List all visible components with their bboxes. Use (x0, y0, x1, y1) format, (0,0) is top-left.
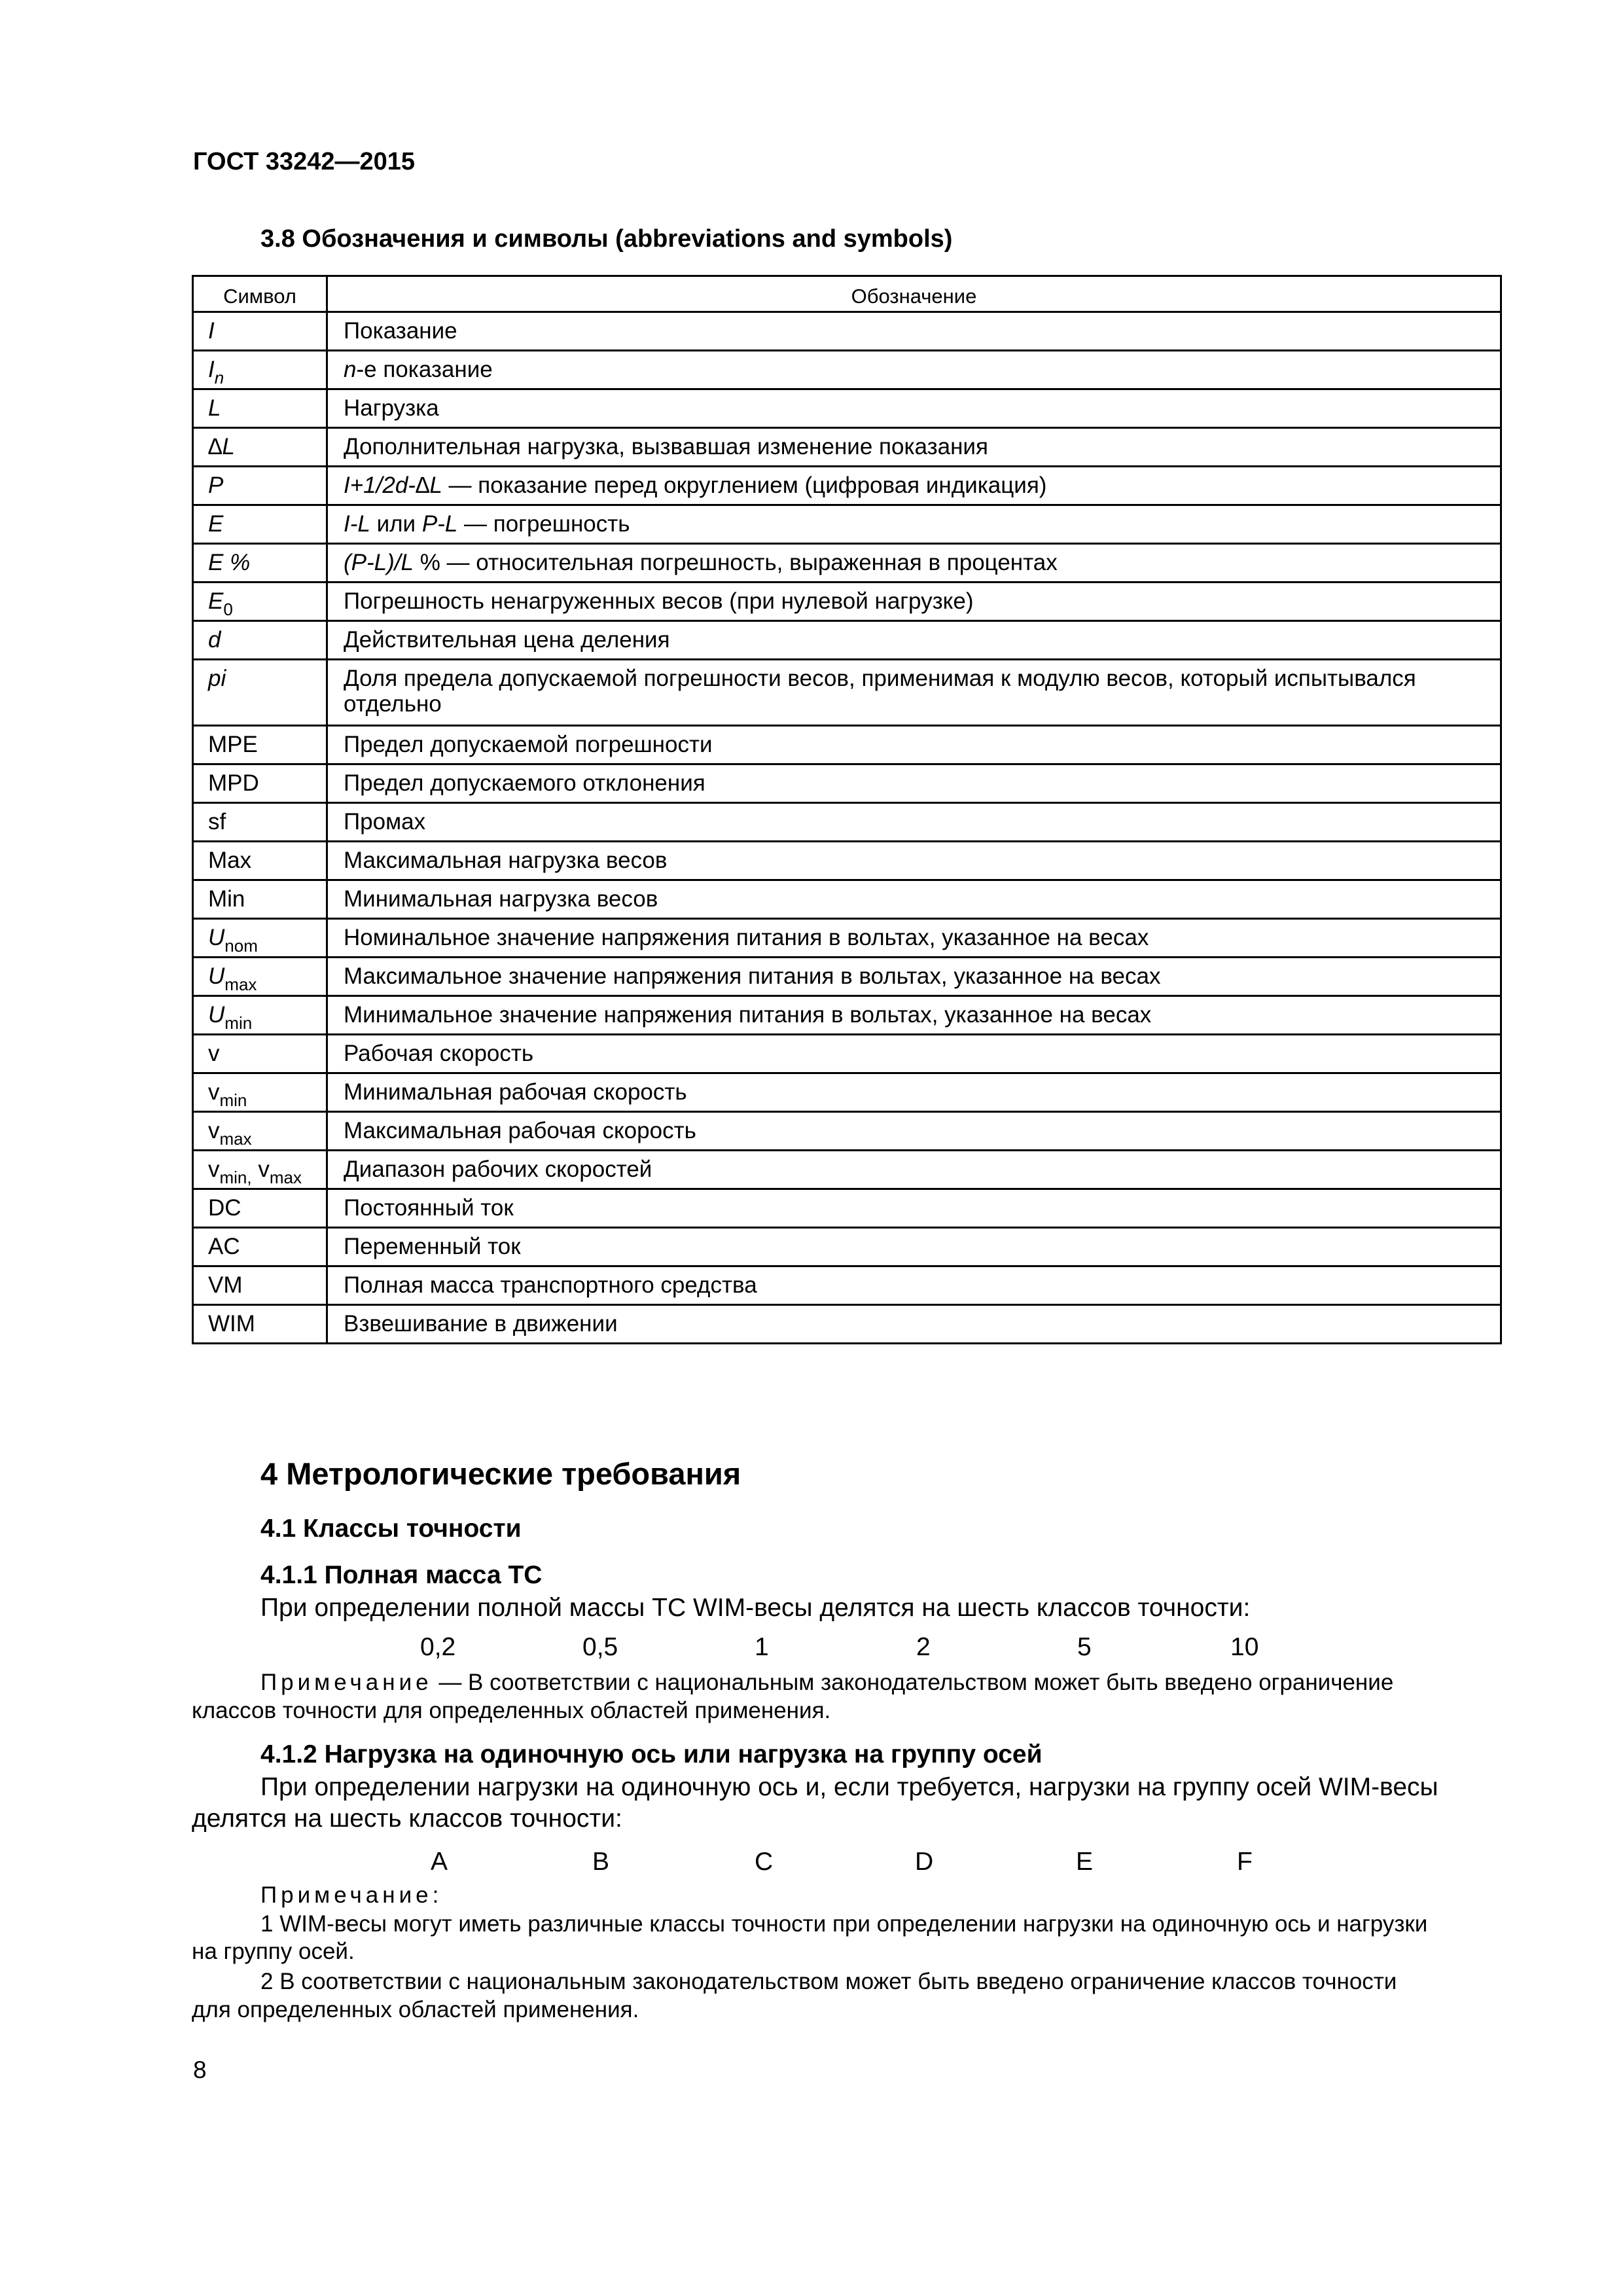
symbol: I (208, 357, 215, 382)
symbol-cell (193, 544, 327, 583)
meaning-text: — показание перед округлением (цифровая индикация) (442, 473, 1047, 498)
table-row (193, 621, 1501, 660)
meaning-cell: Минимальная рабочая скорость (327, 1073, 1501, 1112)
symbol: v (208, 1079, 220, 1105)
meaning-cell (327, 467, 1501, 505)
column-header-symbol: Символ (193, 276, 327, 312)
meaning-text: — погрешность (457, 511, 630, 537)
symbol-cell: AC (193, 1228, 327, 1266)
table-row (193, 428, 1501, 467)
accuracy-class: D (915, 1848, 934, 1876)
symbol-cell (193, 1151, 327, 1189)
symbol-cell: v (193, 1035, 327, 1073)
meaning-cell: Переменный ток (327, 1228, 1501, 1266)
section-4-1-2-text-continued: делятся на шесть классов точности: (192, 1804, 622, 1833)
symbol-cell: Min (193, 880, 327, 919)
accuracy-class: B (592, 1848, 610, 1876)
table-header-row (193, 276, 1501, 312)
accuracy-class: 1 (755, 1633, 769, 1661)
symbol-cell (193, 919, 327, 958)
symbol-cell: DC (193, 1189, 327, 1228)
meaning-cell: Номинальное значение напряжения питания в вольтах, указанное на весах (327, 919, 1501, 958)
section-4-1-2-note-2: 2 В соответствии с национальным законодательством может быть введено ограничение классов точности (260, 1969, 1397, 1994)
symbol-cell (193, 1112, 327, 1151)
table-row (193, 726, 1501, 764)
meaning-cell: Максимальная рабочая скорость (327, 1112, 1501, 1151)
symbol-second: v (251, 1157, 270, 1182)
meaning-conjunction: или (370, 511, 422, 537)
symbol-subscript: min (219, 1090, 247, 1110)
section-4-1-1-note (260, 1670, 1393, 1696)
table-row (193, 351, 1501, 389)
section-4-title: 4 Метрологические требования (260, 1456, 741, 1491)
symbol-cell (193, 351, 327, 389)
meaning-text: -е показание (356, 357, 493, 382)
meaning-cell: Рабочая скорость (327, 1035, 1501, 1073)
symbol-cell (193, 389, 327, 428)
meaning-cell: Постоянный ток (327, 1189, 1501, 1228)
symbol-subscript: min, (219, 1168, 252, 1187)
meaning-cell: Погрешность ненагруженных весов (при нулевой нагрузке) (327, 583, 1501, 621)
meaning-cell: Диапазон рабочих скоростей (327, 1151, 1501, 1189)
symbol-cell (193, 428, 327, 467)
meaning-cell: Промах (327, 803, 1501, 842)
total-mass-accuracy-classes (0, 1633, 1623, 1663)
symbol-subscript: max (224, 975, 257, 994)
meaning-cell (327, 505, 1501, 544)
table-row (193, 1151, 1501, 1189)
symbol: U (208, 963, 225, 989)
document-header: ГОСТ 33242—2015 (193, 148, 416, 175)
meaning-cell (327, 351, 1501, 389)
symbol-cell: MPE (193, 726, 327, 764)
symbol: pi (208, 666, 226, 691)
meaning-formula: (P-L)/L (344, 550, 414, 575)
note-text: — В соответствии с национальным законодательством может быть введено ограничение (432, 1670, 1394, 1695)
table-row (193, 958, 1501, 996)
table-row (193, 919, 1501, 958)
symbol-subscript: n (214, 368, 224, 387)
symbol: E (208, 588, 224, 614)
meaning-cell: Взвешивание в движении (327, 1305, 1501, 1344)
table-row (193, 803, 1501, 842)
section-4-1-2-note-2-continued: для определенных областей применения. (192, 1997, 639, 2022)
symbol-cell: WIM (193, 1305, 327, 1344)
symbol-subscript: min (224, 1013, 253, 1033)
symbol-cell (193, 996, 327, 1035)
symbol-second-subscript: max (269, 1168, 302, 1187)
section-3-8-title: 3.8 Обозначения и символы (abbreviations and symbols) (260, 225, 953, 253)
table-row (193, 1189, 1501, 1228)
accuracy-class: 2 (916, 1633, 931, 1661)
accuracy-class: 0,5 (582, 1633, 618, 1661)
symbol-cell (193, 583, 327, 621)
table-row (193, 996, 1501, 1035)
accuracy-class: A (431, 1848, 448, 1876)
meaning-cell: Полная масса транспортного средства (327, 1266, 1501, 1305)
meaning-formula: I+1/2d-∆L (344, 473, 442, 498)
section-4-1-2-note-1-continued: на группу осей. (192, 1939, 355, 1964)
symbol: U (208, 1002, 225, 1028)
section-4-1-2-note-1: 1 WIM-весы могут иметь различные классы точности при определении нагрузки на одиночную ось и нагрузки (260, 1911, 1428, 1937)
meaning-cell: Минимальная нагрузка весов (327, 880, 1501, 919)
note-label: Примечание (260, 1670, 433, 1695)
symbol-cell (193, 958, 327, 996)
table-row (193, 389, 1501, 428)
page-number: 8 (193, 2056, 207, 2083)
section-4-1-1-note-continued: классов точности для определенных областей применения. (192, 1698, 831, 1723)
table-row (193, 1112, 1501, 1151)
accuracy-class: 10 (1230, 1633, 1259, 1661)
table-row (193, 660, 1501, 726)
table-row (193, 880, 1501, 919)
symbol-cell: Max (193, 842, 327, 880)
symbol-cell: sf (193, 803, 327, 842)
section-4-1-1-title: 4.1.1 Полная масса ТС (260, 1561, 543, 1589)
meaning-cell: Предел допускаемого отклонения (327, 764, 1501, 803)
symbol-subscript: 0 (223, 600, 233, 619)
meaning-formula-b: P-L (421, 511, 458, 537)
section-4-1-2-title: 4.1.2 Нагрузка на одиночную ось или нагрузка на группу осей (260, 1740, 1043, 1768)
symbol-cell: VM (193, 1266, 327, 1305)
symbol-cell (193, 1073, 327, 1112)
symbol-cell (193, 505, 327, 544)
symbol-subscript: nom (224, 936, 258, 956)
meaning-cell: Действительная цена деления (327, 621, 1501, 660)
table-row (193, 312, 1501, 351)
symbol: E % (208, 550, 251, 575)
meaning-cell: Максимальное значение напряжения питания в вольтах, указанное на весах (327, 958, 1501, 996)
accuracy-class: 0,2 (420, 1633, 456, 1661)
symbol-subscript: max (219, 1129, 252, 1149)
section-4-1-title: 4.1 Классы точности (260, 1515, 522, 1543)
accuracy-class: F (1237, 1848, 1253, 1876)
table-row (193, 1035, 1501, 1073)
meaning-cell: Минимальное значение напряжения питания в вольтах, указанное на весах (327, 996, 1501, 1035)
symbols-table (192, 275, 1502, 1344)
symbol: v (208, 1118, 220, 1143)
table-row (193, 1305, 1501, 1344)
meaning-cell: Максимальная нагрузка весов (327, 842, 1501, 880)
table-row (193, 583, 1501, 621)
table-row (193, 505, 1501, 544)
symbol: U (208, 925, 225, 950)
symbol-cell (193, 312, 327, 351)
section-4-1-2-notes-label: Примечание: (260, 1882, 443, 1908)
table-row (193, 1228, 1501, 1266)
accuracy-class: E (1076, 1848, 1094, 1876)
meaning-cell: Дополнительная нагрузка, вызвавшая изменение показания (327, 428, 1501, 467)
symbol: E (208, 511, 224, 537)
meaning-cell: Показание (327, 312, 1501, 351)
symbol: I (208, 318, 215, 344)
meaning-cell: Нагрузка (327, 389, 1501, 428)
symbol: d (208, 627, 221, 653)
meaning-cell: Доля предела допускаемой погрешности весов, применимая к модулю весов, который испытывался отдельно (327, 660, 1501, 726)
meaning-text: % — относительная погрешность, выраженная в процентах (413, 550, 1058, 575)
meaning-cell: Предел допускаемой погрешности (327, 726, 1501, 764)
symbol-cell (193, 660, 327, 726)
table-row (193, 764, 1501, 803)
symbol-cell (193, 467, 327, 505)
table-row (193, 467, 1501, 505)
accuracy-class: 5 (1077, 1633, 1092, 1661)
symbol-cell: MPD (193, 764, 327, 803)
section-4-1-2-text: При определении нагрузки на одиночную ось и, если требуется, нагрузки на группу осей WIM-весы (260, 1773, 1438, 1801)
meaning-formula-a: I-L (344, 511, 370, 537)
table-row (193, 1073, 1501, 1112)
section-4-1-1-text: При определении полной массы ТС WIM-весы делятся на шесть классов точности: (260, 1594, 1251, 1622)
symbol-cell (193, 621, 327, 660)
symbol: v (208, 1157, 220, 1182)
table-row (193, 544, 1501, 583)
table-row (193, 842, 1501, 880)
accuracy-class: C (755, 1848, 774, 1876)
symbol: ∆L (208, 434, 235, 459)
meaning-italic: n (344, 357, 357, 382)
meaning-cell (327, 544, 1501, 583)
table-row (193, 1266, 1501, 1305)
symbol: L (208, 395, 221, 421)
column-header-meaning: Обозначение (327, 276, 1501, 312)
symbol: P (208, 473, 224, 498)
axle-load-accuracy-classes (0, 1848, 1623, 1878)
